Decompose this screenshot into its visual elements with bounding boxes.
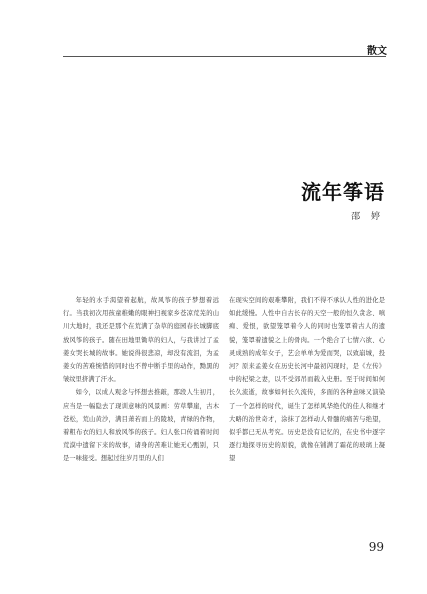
article-title: 流年筝语 (301, 180, 385, 204)
article-author: 邵 婷 (351, 212, 384, 222)
header-rule (63, 56, 386, 57)
paragraph: 年轻的水手渴望着起航，故风筝的孩子梦想着远行。当我初次用孩童稚嫩的眼神扫视家乡苍凉荒芜的山川大地时，我还是那个在荒满了杂草的庭园春长城脚底放风筝的孩子。随在田地里锄草的妇人，与我讲过了孟姜女哭长城的故事。她说得很悲凉，却没有流泪，为孟姜女的苦难惋惜的同时也不曾中断手里的动作，黝黑的皱纹里挤满了汗水。 (63, 297, 219, 384)
paragraph: 如今，以成人观念与怀想去推敲，那段人生初月，应当是一幅隐去了现训意味的风景画：劳草攀崖，古木苍松，荒山黄沙，满目萧若而上的陵坡，青绿的作物，着粗布衣的妇人和放风筝的孩子。妇人张口传诵着时间荒漠中遗留下来的故事，诸身的苦难让她无心甄别，只是一味接受。想起过往岁月里的人们 (63, 389, 219, 463)
body-column-left (63, 294, 219, 466)
page-number: 99 (368, 540, 384, 554)
body-column-right (229, 294, 385, 466)
section-label: 散文 (367, 46, 387, 57)
paragraph: 在现实空间的艰难攀附，我们不得不承认人性的进化是如此缓慢。人性中自古长存的天空一般的恒久贪念、嗔痴、爱恨，欲望笼罩着今人的同时也笼罩着古人的遗貌，笼罩着遗貌之上的骨肉。一个绝合了七情六欲、心灵成熟的成年女子，艺会单单为爱而哭，以致崩城，投河？原来孟姜女在历史长河中最初闪现时，是《左传》中的杞梁之妻，以不受郊吊而载入史册。至于时间如何长久流逝，故事如何长久流传，多面的各种意味又演染了一个怎样的时代，诞生了怎样风华绝代的佳人和继才大略的治世奇才，涂抹了怎样动人骨髓的痛苦与绝望，似乎都已无从考究。历史是没有记忆的，在史书中逐字逐行地探寻历史的原貌，就像在铺满了霜花的玻璃上凝望 (229, 297, 385, 463)
